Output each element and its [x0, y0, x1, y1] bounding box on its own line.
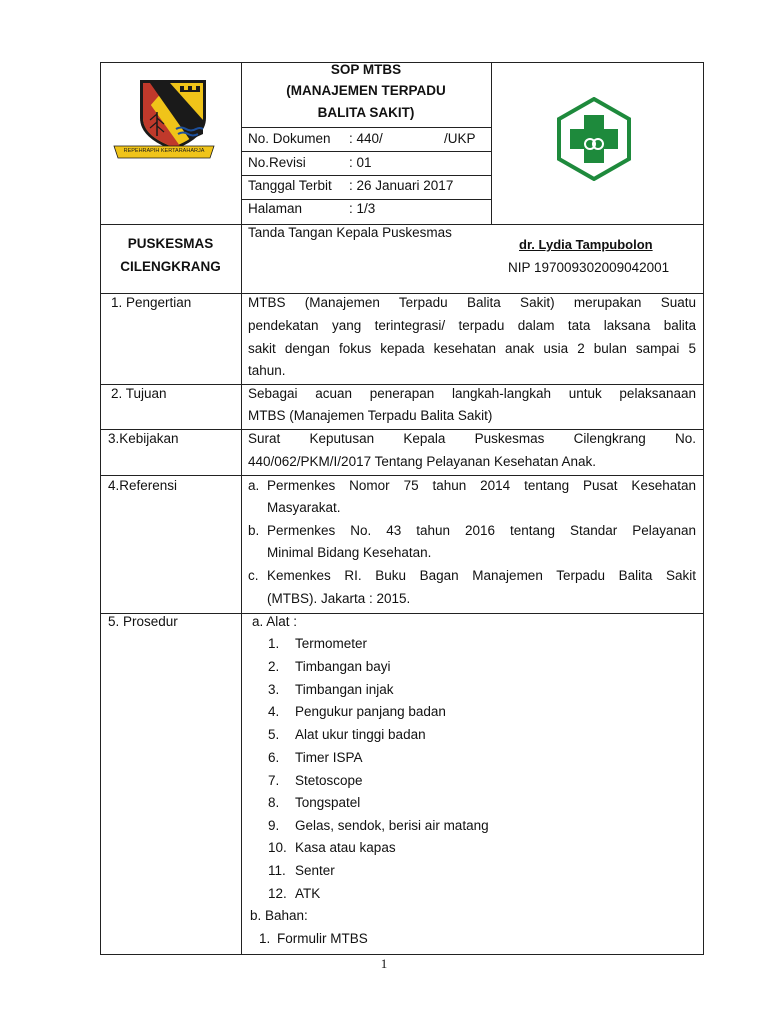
alat-item: Gelas, sendok, berisi air matang [295, 818, 489, 833]
pengertian-line3: sakit dengan fokus kepada kesehatan anak usia 2 bulan sampai 5 [248, 341, 696, 356]
row-divider [100, 613, 704, 614]
bahan-heading: b. Bahan: [250, 908, 308, 923]
page-number: 1 [380, 956, 388, 971]
row-divider [241, 151, 491, 152]
referensi-b-line1: Permenkes No. 43 tahun 2016 tentang Standar Pelayanan [267, 523, 696, 538]
referensi-c-line2: (MTBS). Jakarta : 2015. [267, 591, 411, 606]
alat-heading: a. Alat : [252, 614, 298, 629]
pengertian-line1: MTBS (Manajemen Terpadu Balita Sakit) merupakan Suatu [248, 295, 696, 310]
meta-label-tanggal: Tanggal Terbit [248, 178, 332, 193]
meta-suffix-dokumen: /UKP [444, 131, 476, 146]
alat-item: Tongspatel [295, 795, 361, 810]
document-title-line1: SOP MTBS [330, 62, 402, 77]
document-title-line3: BALITA SAKIT) [317, 105, 415, 120]
section-label-tujuan: 2. Tujuan [111, 386, 167, 401]
alat-item: Kasa atau kapas [295, 840, 396, 855]
meta-label-revisi: No.Revisi [248, 155, 306, 170]
head-name: dr. Lydia Tampubolon [519, 237, 653, 252]
referensi-marker-b: b. [248, 523, 260, 538]
meta-label-dokumen: No. Dokumen [248, 131, 331, 146]
alat-num: 3. [268, 682, 280, 697]
referensi-b-line2: Minimal Bidang Kesehatan. [267, 545, 432, 560]
tujuan-line1: Sebagai acuan penerapan langkah-langkah untuk pelaksanaan [248, 386, 696, 401]
regency-logo [110, 74, 218, 166]
section-label-pengertian: 1. Pengertian [111, 295, 192, 310]
alat-item: Senter [295, 863, 335, 878]
pengertian-line2: pendekatan yang terintegrasi/ terpadu dalam tata laksana balita [248, 318, 696, 333]
alat-item: Timbangan injak [295, 682, 394, 697]
alat-num: 10. [268, 840, 287, 855]
alat-item: Stetoscope [295, 773, 363, 788]
kebijakan-line2: 440/062/PKM/I/2017 Tentang Pelayanan Kesehatan Anak. [248, 454, 597, 469]
puskesmas-logo [556, 97, 632, 181]
section-label-prosedur: 5. Prosedur [108, 614, 178, 629]
referensi-a-line1: Permenkes Nomor 75 tahun 2014 tentang Pusat Kesehatan [267, 478, 696, 493]
alat-num: 1. [268, 636, 280, 651]
alat-num: 4. [268, 704, 280, 719]
alat-num: 7. [268, 773, 280, 788]
alat-item: Timer ISPA [295, 750, 363, 765]
regency-logo-motto: REPEHRAPIH KERTARAHARJA [123, 148, 205, 154]
pengertian-line4: tahun. [248, 363, 286, 378]
kebijakan-line1: Surat Keputusan Kepala Puskesmas Cilengkrang No. [248, 431, 696, 446]
alat-num: 5. [268, 727, 280, 742]
document-title-line2: (MANAJEMEN TERPADU [286, 83, 446, 98]
row-divider [241, 175, 491, 176]
meta-label-halaman: Halaman [248, 201, 303, 216]
referensi-c-line1: Kemenkes RI. Buku Bagan Manajemen Terpadu Balita Sakit [267, 568, 696, 583]
section-label-referensi: 4.Referensi [108, 478, 178, 493]
alat-item: Alat ukur tinggi badan [295, 727, 426, 742]
meta-value-tanggal: : 26 Januari 2017 [349, 178, 454, 193]
row-divider [241, 127, 491, 128]
column-divider [491, 62, 492, 224]
bahan-item: Formulir MTBS [277, 931, 368, 946]
meta-value-dokumen: : 440/ [349, 131, 383, 146]
alat-num: 2. [268, 659, 280, 674]
tujuan-line2: MTBS (Manajemen Terpadu Balita Sakit) [248, 408, 493, 423]
org-name-line1: PUSKESMAS [127, 236, 214, 251]
referensi-marker-c: c. [248, 568, 259, 583]
meta-value-halaman: : 1/3 [349, 201, 376, 216]
row-divider [100, 475, 704, 476]
alat-item: Pengukur panjang badan [295, 704, 446, 719]
referensi-a-line2: Masyarakat. [267, 500, 341, 515]
referensi-marker-a: a. [248, 478, 260, 493]
section-label-kebijakan: 3.Kebijakan [108, 431, 179, 446]
signature-label: Tanda Tangan Kepala Puskesmas [248, 225, 452, 240]
alat-num: 12. [268, 886, 287, 901]
org-name-line2: CILENGKRANG [120, 259, 221, 274]
alat-num: 9. [268, 818, 280, 833]
meta-value-revisi: : 01 [349, 155, 372, 170]
alat-num: 8. [268, 795, 280, 810]
head-nip: NIP 197009302009042001 [508, 260, 670, 275]
alat-num: 6. [268, 750, 280, 765]
alat-item: Timbangan bayi [295, 659, 391, 674]
alat-item: ATK [295, 886, 321, 901]
alat-num: 11. [268, 863, 286, 878]
alat-item: Termometer [295, 636, 368, 651]
column-divider [241, 62, 242, 955]
bahan-num: 1. [259, 931, 271, 946]
